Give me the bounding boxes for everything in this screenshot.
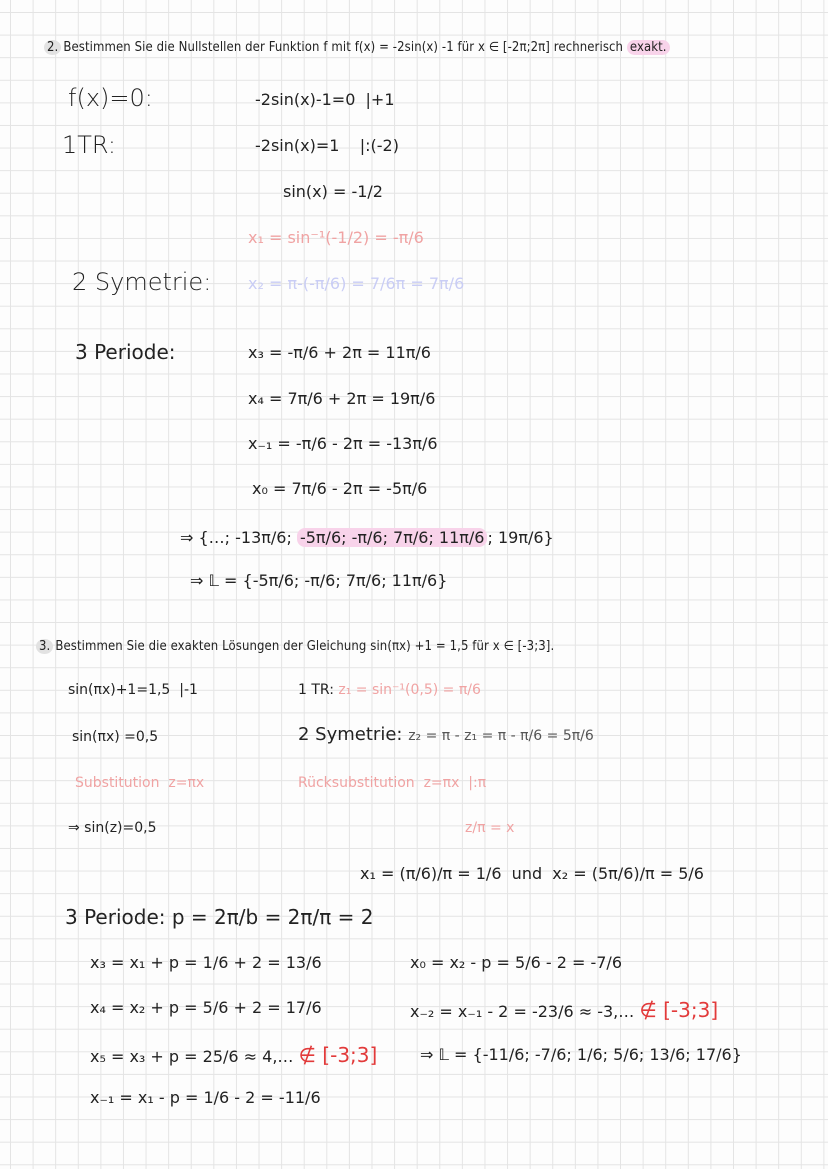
set-prefix: ⇒ {…; -13π/6; <box>180 528 297 547</box>
periode-line: 3 Periode: p = 2π/b = 2π/π = 2 <box>65 905 374 929</box>
task-2-heading <box>44 40 670 55</box>
label-periode: 3 Periode: <box>75 340 176 364</box>
task-text: Bestimmen Sie die exakten Lösungen der Gleichung sin(πx) +1 = 1,5 für x ∈ [-3;3]. <box>55 639 555 654</box>
not-in-interval: ∉ [-3;3] <box>639 998 719 1022</box>
task-number: 2. <box>44 40 61 55</box>
x4-result: x₄ = 7π/6 + 2π = 19π/6 <box>248 389 436 408</box>
z1-result: z₁ = sin⁻¹(0,5) = π/6 <box>338 682 481 698</box>
x2-result: x₂ = π-(-π/6) = 7/6π = 7π/6 <box>248 274 465 293</box>
z2-result: z₂ = π - z₁ = π - π/6 = 5π/6 <box>408 728 594 744</box>
equation-2: sin(πx) =0,5 <box>72 729 159 745</box>
set-suffix: ; 19π/6} <box>487 528 554 547</box>
equation-3: ⇒ sin(z)=0,5 <box>68 820 157 836</box>
x-minus2-line <box>410 998 718 1022</box>
solution-set: ⇒ 𝕃 = {-5π/6; -π/6; 7π/6; 11π/6} <box>190 571 448 590</box>
x-minus1-result: x₋₁ = x₁ - p = 1/6 - 2 = -11/6 <box>90 1088 321 1107</box>
x1-result: x₁ = sin⁻¹(-1/2) = -π/6 <box>248 228 424 247</box>
z-over-pi: z/π = x <box>465 820 515 836</box>
x5-line <box>90 1043 377 1067</box>
solution-set: ⇒ 𝕃 = {-11/6; -7/6; 1/6; 5/6; 13/6; 17/6} <box>420 1045 742 1064</box>
x0-result: x₀ = x₂ - p = 5/6 - 2 = -7/6 <box>410 953 622 972</box>
solution-candidates <box>180 528 554 547</box>
equation-1: -2sin(x)-1=0 |+1 <box>255 90 395 109</box>
label-1tr: 1TR: <box>62 131 116 159</box>
resubstitution-note: Rücksubstitution z=πx |:π <box>298 775 487 791</box>
symetrie-label: 2 Symetrie: <box>298 724 409 745</box>
x3-result: x₃ = -π/6 + 2π = 11π/6 <box>248 343 431 362</box>
x3-result: x₃ = x₁ + p = 1/6 + 2 = 13/6 <box>90 953 322 972</box>
task-number: 3. <box>36 639 53 654</box>
x0-result: x₀ = 7π/6 - 2π = -5π/6 <box>252 479 428 498</box>
tr-label: 1 TR: <box>298 682 339 698</box>
symetrie-line <box>298 724 594 745</box>
equation-3: sin(x) = -1/2 <box>283 182 383 201</box>
x-minus1-result: x₋₁ = -π/6 - 2π = -13π/6 <box>248 434 438 453</box>
label-symetrie: 2 Symetrie: <box>72 268 212 296</box>
not-in-interval: ∉ [-3;3] <box>298 1043 378 1067</box>
equation-1: sin(πx)+1=1,5 |-1 <box>68 682 198 698</box>
equation-2: -2sin(x)=1 |:(-2) <box>255 136 399 155</box>
highlight-exakt: exakt. <box>627 40 670 55</box>
task-text: Bestimmen Sie die Nullstellen der Funktion f mit f(x) = -2sin(x) -1 für x ∈ [-2π;2π] rechnerisch <box>63 40 627 55</box>
task-3-heading <box>36 639 554 654</box>
set-highlight: -5π/6; -π/6; 7π/6; 11π/6 <box>297 528 488 547</box>
substitution-note: Substitution z=πx <box>75 775 205 791</box>
x1-x2-result: x₁ = (π/6)/π = 1/6 und x₂ = (5π/6)/π = 5/6 <box>360 864 704 883</box>
label-f-zero: f(x)=0: <box>68 84 153 112</box>
x-minus2-result: x₋₂ = x₋₁ - 2 = -23/6 ≈ -3,… <box>410 1002 640 1021</box>
x4-result: x₄ = x₂ + p = 5/6 + 2 = 17/6 <box>90 998 322 1017</box>
x5-result: x₅ = x₃ + p = 25/6 ≈ 4,… <box>90 1047 299 1066</box>
tr-line <box>298 682 481 698</box>
